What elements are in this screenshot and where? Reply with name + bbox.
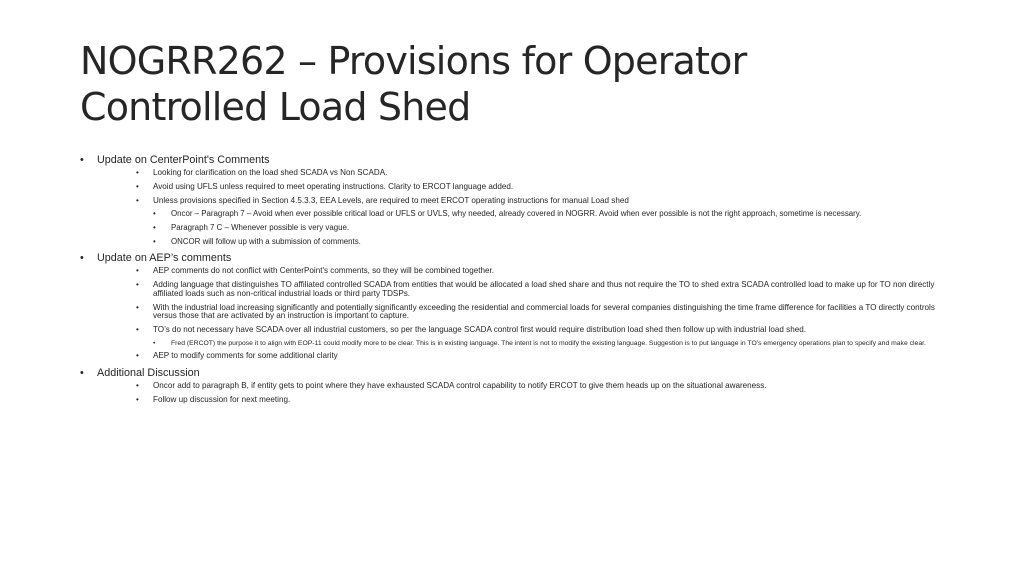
section-heading: Update on AEP’s comments bbox=[97, 252, 232, 265]
sub-bullet-list bbox=[97, 382, 960, 405]
list-item-text: Unless provisions specified in Section 4.5.3.3, EEA Levels, are required to meet ERCOT operating instructions for manual Load shed bbox=[153, 195, 629, 205]
slide-body bbox=[80, 154, 960, 405]
list-item: • Looking for clarification on the load shed SCADA vs Non SCADA. bbox=[114, 169, 960, 178]
list-item bbox=[114, 197, 960, 247]
list-item: • Oncor – Paragraph 7 – Avoid when ever possible critical load or UFLS or UVLS, why needed, already covered in NOGRR. Avoid when ever possible is not the right approach, sometime is necessary. bbox=[153, 210, 960, 219]
sub-sub-bullet-list bbox=[153, 340, 960, 347]
sub-sub-bullet-list bbox=[153, 210, 960, 246]
title-line-2: Controlled Load Shed bbox=[80, 85, 471, 129]
bullet-list bbox=[80, 154, 960, 405]
title-line-1: NOGRR262 – Provisions for Operator bbox=[80, 39, 747, 83]
list-item: • Avoid using UFLS unless required to meet operating instructions. Clarity to ERCOT language added. bbox=[114, 183, 960, 192]
list-item: • Fred (ERCOT) the purpose it to align with EOP-11 could modify more to be clear. This is in existing language. The intent is not to modify the existing language. Suggestion is to put language in TO’s emergency operations plan to specify and make clear. bbox=[153, 340, 960, 347]
list-item: • Adding language that distinguishes TO affiliated controlled SCADA from entities that would be allocated a load shed share and thus not require the TO to shed extra SCADA controlled load to make up for TO non directly affiliated loads such as non-critical industrial loads or third party TDSPs. bbox=[114, 281, 960, 299]
list-item: • Follow up discussion for next meeting. bbox=[114, 396, 960, 405]
sub-bullet-list bbox=[97, 267, 960, 361]
list-item-text: TO’s do not necessary have SCADA over all industrial customers, so per the language SCADA control first would require distribution load shed then follow up with industrial load shed. bbox=[153, 325, 806, 335]
section-additional-discussion bbox=[80, 367, 960, 405]
section-centerpoint bbox=[80, 154, 960, 246]
list-item: • Paragraph 7 C – Whenever possible is very vague. bbox=[153, 224, 960, 233]
list-item: • AEP comments do not conflict with CenterPoint's comments, so they will be combined together. bbox=[114, 267, 960, 276]
section-aep bbox=[80, 252, 960, 361]
list-item bbox=[114, 326, 960, 347]
list-item: • Oncor add to paragraph B, if entity gets to point where they have exhausted SCADA control capability to notify ERCOT to give them heads up on the situational awareness. bbox=[114, 382, 960, 391]
list-item: • With the industrial load increasing significantly and potentially significantly exceeding the residential and commercial loads for several companies distinguishing the time frame difference for facilities a TO directly controls versus those that are activated by an instruction is important to capture. bbox=[114, 304, 960, 322]
list-item: • AEP to modify comments for some additional clarity bbox=[114, 352, 960, 361]
slide-title bbox=[80, 38, 980, 130]
list-item: • ONCOR will follow up with a submission of comments. bbox=[153, 238, 960, 247]
section-heading: Update on CenterPoint's Comments bbox=[97, 154, 270, 166]
section-heading: Additional Discussion bbox=[97, 366, 200, 379]
sub-bullet-list bbox=[97, 169, 960, 246]
